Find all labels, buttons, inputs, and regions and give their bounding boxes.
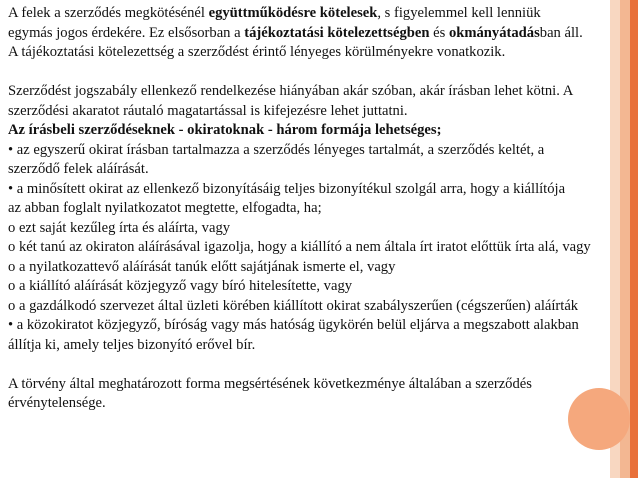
text-line: érvénytelensége.: [8, 395, 106, 411]
bold-term: tájékoztatási kötelezettségben: [244, 24, 430, 41]
text-line: o két tanú az okiraton aláírásával igazolja, hogy a kiállító a nem általa írt iratot előttük írta alá, vagy: [8, 239, 591, 255]
text-line: az abban foglalt nyilatkozatot megtette, elfogadta, ha;: [8, 200, 322, 216]
text-line: Szerződést jogszabály ellenkező rendelkezése hiányában akár szóban, akár írásban lehet kötni. A: [8, 83, 574, 99]
text-line: szerződő felek aláírását.: [8, 161, 149, 177]
bold-heading: Az írásbeli szerződéseknek - okiratoknak - három formája lehetséges;: [8, 122, 442, 138]
text-line: o ezt saját kezűleg írta és aláírta, vagy: [8, 219, 231, 236]
bold-term: együttműködésre kötelesek: [208, 5, 378, 21]
text-line: [8, 121, 638, 141]
text-line: [8, 4, 638, 24]
text-span: ban áll.: [539, 24, 583, 41]
text-span: , s figyelemmel kell lenniük: [377, 5, 541, 21]
text-line: o a nyilatkozattevő aláírását tanúk előtt sajátjának ismerte el, vagy: [8, 258, 396, 275]
text-line: • a minősített okirat az ellenkező bizonyításáig teljes bizonyítékul szolgál arra, hogy a kiállítója: [8, 180, 566, 197]
text-line: o a kiállító aláírását közjegyző vagy bíró hitelesítette, vagy: [8, 278, 353, 294]
text-span: egymás jogos érdekére. Ez elsősorban a: [8, 24, 245, 41]
text-span: és: [429, 24, 449, 41]
slide-text: [8, 4, 638, 414]
text-line: • az egyszerű okirat írásban tartalmazza a szerződés lényeges tartalmát, a szerződés keltét, a: [8, 141, 545, 158]
bold-term: okmányátadás: [448, 24, 540, 41]
text-line: o a gazdálkodó szervezet által üzleti körében kiállított okirat szabályszerűen (cégszerűen) aláírták: [8, 297, 579, 314]
text-span: A felek a szerződés megkötésénél: [8, 5, 209, 21]
text-line: szerződési akaratot ráutaló magatartással is kifejezésre lehet juttatni.: [8, 102, 408, 119]
paragraph-gap: [8, 63, 638, 83]
text-line: A tájékoztatási kötelezettség a szerződést érintő lényeges körülményekre vonatkozik.: [8, 44, 506, 60]
stripe-accent: [630, 0, 638, 478]
decorative-circle: [568, 388, 630, 450]
text-line: [8, 24, 638, 44]
text-line: • a közokiratot közjegyző, bíróság vagy más hatóság ügykörén belül eljárva a megszabott alakban: [8, 317, 579, 333]
text-line: állítja ki, amely teljes bizonyító erővel bír.: [8, 336, 256, 353]
paragraph-gap: [8, 355, 638, 375]
text-line: A törvény által meghatározott forma megsértésének következménye általában a szerződés: [8, 375, 532, 392]
